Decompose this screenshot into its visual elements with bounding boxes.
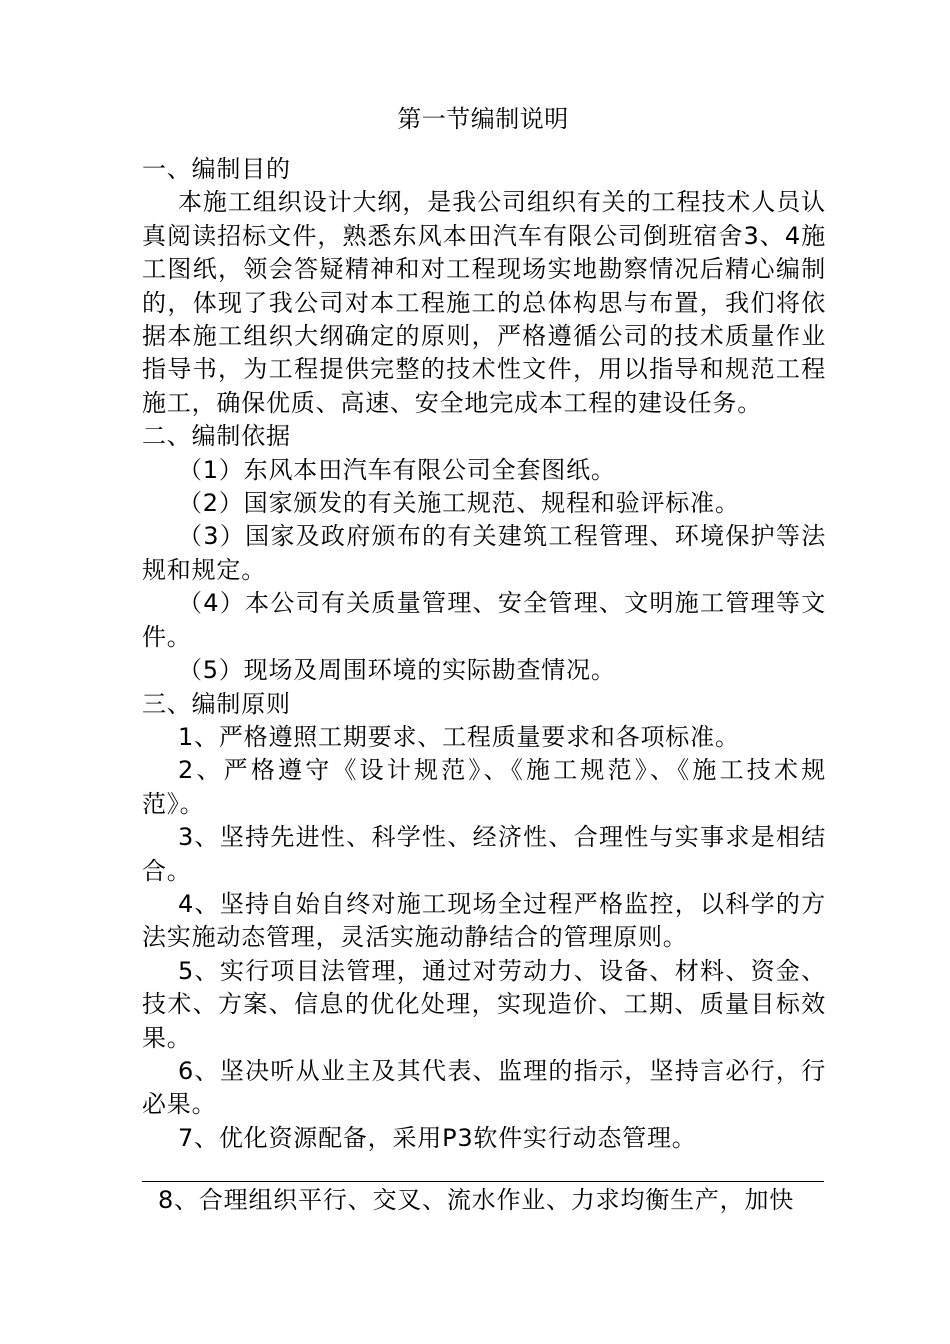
list-item: （2）国家颁发的有关施工规范、规程和验评标准。 [178,489,740,518]
list-item: （4）本公司有关质量管理、安全管理、文明施工管理等文件。 [142,589,826,651]
list-item: 6、坚决听从业主及其代表、监理的指示，坚持言必行，行必果。 [142,1056,826,1119]
horizontal-divider [142,1181,824,1182]
page-title: 第一节编制说明 [397,105,569,133]
continued-list-item: 8、合理组织平行、交叉、流水作业、力求均衡生产，加快 [158,1186,795,1214]
list-item: （1）东风本田汽车有限公司全套图纸。 [178,455,616,484]
list-item: 3、坚持先进性、科学性、经济性、合理性与实事求是相结合。 [142,823,826,885]
list-item: （3）国家及政府颁布的有关建筑工程管理、环境保护等法规和规定。 [142,522,826,584]
body-paragraph: 本施工组织设计大纲，是我公司组织有关的工程技术人员认真阅读招标文件，熟悉东风本田汽车有限公司倒班宿舍3、4施工图纸，领会答疑精神和对工程现场实地勘察情况后精心编制的，体现了我公司对本工程施工的总体构思与布置，我们将依据本施工组织大纲确定的原则，严格遵循公司的技术质量作业指导书，为工程提供完整的技术性文件，用以指导和规范工程施工，确保优质、高速、安全地完成本工程的建设任务。 [142,188,826,417]
list-item: 5、实行项目法管理，通过对劳动力、设备、材料、资金、技术、方案、信息的优化处理，实现造价、工期、质量目标效果。 [142,956,826,1052]
section-heading: 一、编制目的 [142,155,291,183]
list-item: 1、严格遵照工期要求、工程质量要求和各项标准。 [178,722,740,751]
section-heading: 三、编制原则 [142,689,291,718]
list-item: （5）现场及周围环境的实际勘查情况。 [178,656,616,685]
list-item: 4、坚持自始自终对施工现场全过程严格监控，以科学的方法实施动态管理，灵活实施动静结合的管理原则。 [142,889,826,952]
list-item: 7、优化资源配备，采用P3软件实行动态管理。 [178,1123,697,1152]
document-body [142,153,826,1155]
list-item: 2、严格遵守《设计规范》、《施工规范》、《施工技术规范》。 [142,756,826,818]
section-heading: 二、编制依据 [142,422,291,451]
